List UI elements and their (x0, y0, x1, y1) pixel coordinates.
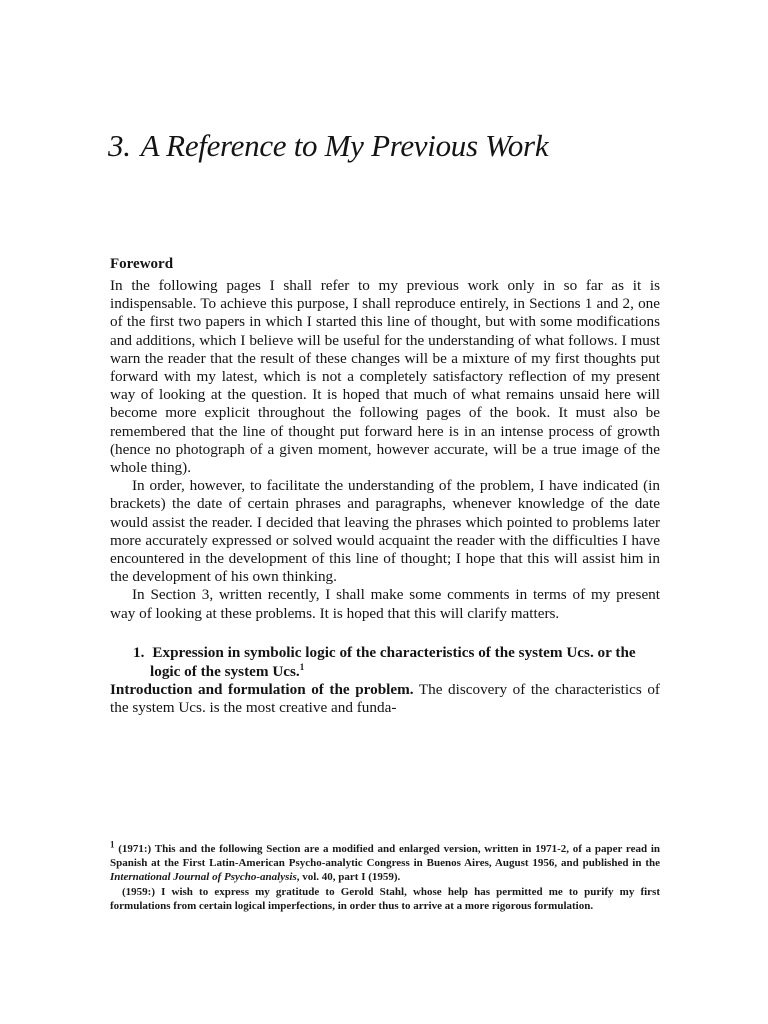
introduction-paragraph (110, 681, 660, 717)
footnote-2: (1959:) I wish to express my gratitude to Gerold Stahl, whose help has permitted me to purify my first formulations from certain logical imperfections, in order thus to arrive at a more rigorous formulation. (110, 885, 660, 912)
footnote-1-journal: International Journal of Psycho-analysis (110, 871, 297, 884)
foreword-heading: Foreword (110, 256, 174, 272)
foreword-paragraph-3: In Section 3, written recently, I shall make some comments in terms of my present way of looking at these problems. It is hoped that this will clarify matters. (110, 586, 660, 622)
section-1-heading-text: Expression in symbolic logic of the characteristics of the system Ucs. or the logic of the system Ucs. (150, 643, 636, 680)
section-1-number: 1. (133, 643, 145, 661)
introduction-text: The discovery of the characteristics of the system Ucs. is the most creative and funda- (110, 680, 660, 717)
footnote-1-text: (1971:) This and the following Section are a modified and enlarged version, written in 1971-2, of a paper read in Spanish at the First Latin-American Psycho-analytic Congress in Buenos Aires, August 1956, and published in the (110, 843, 660, 870)
footnote-marker-1[interactable]: 1 (299, 661, 305, 672)
chapter-number: 3. (108, 128, 131, 163)
chapter-title (108, 128, 548, 164)
footnote-1-marker: 1 (110, 839, 115, 850)
footnote-1 (110, 839, 660, 885)
section-1-heading (110, 643, 660, 681)
footnote-1-citation: , vol. 40, part I (1959). (296, 871, 401, 884)
foreword-paragraph-1: In the following pages I shall refer to my previous work only in so far as it is indispensable. To achieve this purpose, I shall reproduce entirely, in Sections 1 and 2, one of the first two papers in which I started this line of thought, but with some modifications and additions, which I believe will be useful for the understanding of what follows. I must warn the reader that the result of these changes will be a mixture of my first thoughts put forward with my latest, which is not a completely satisfactory reflection of my present way of looking at the question. It is hoped that much of what remains unsaid here will become more explicit throughout the following pages of the book. It must also be remembered that the line of thought put forward here is in an intense process of growth (hence no photograph of a given moment, however accurate, will be a true image of the whole thing). (110, 277, 660, 477)
foreword-paragraph-2: In order, however, to facilitate the understanding of the problem, I have indicated (in brackets) the date of certain phrases and paragraphs, whenever knowledge of the date would assist the reader. I decided that leaving the phrases which pointed to problems later more accurately expressed or solved would acquaint the reader with the difficulties I have encountered in the development of this line of thought; I hope that this will assist him in the development of his own thinking. (110, 477, 660, 586)
introduction-lead: Introduction and formulation of the problem. (110, 680, 414, 698)
chapter-title-text: A Reference to My Previous Work (140, 128, 549, 163)
footnotes (110, 839, 660, 913)
body-text (110, 277, 660, 717)
